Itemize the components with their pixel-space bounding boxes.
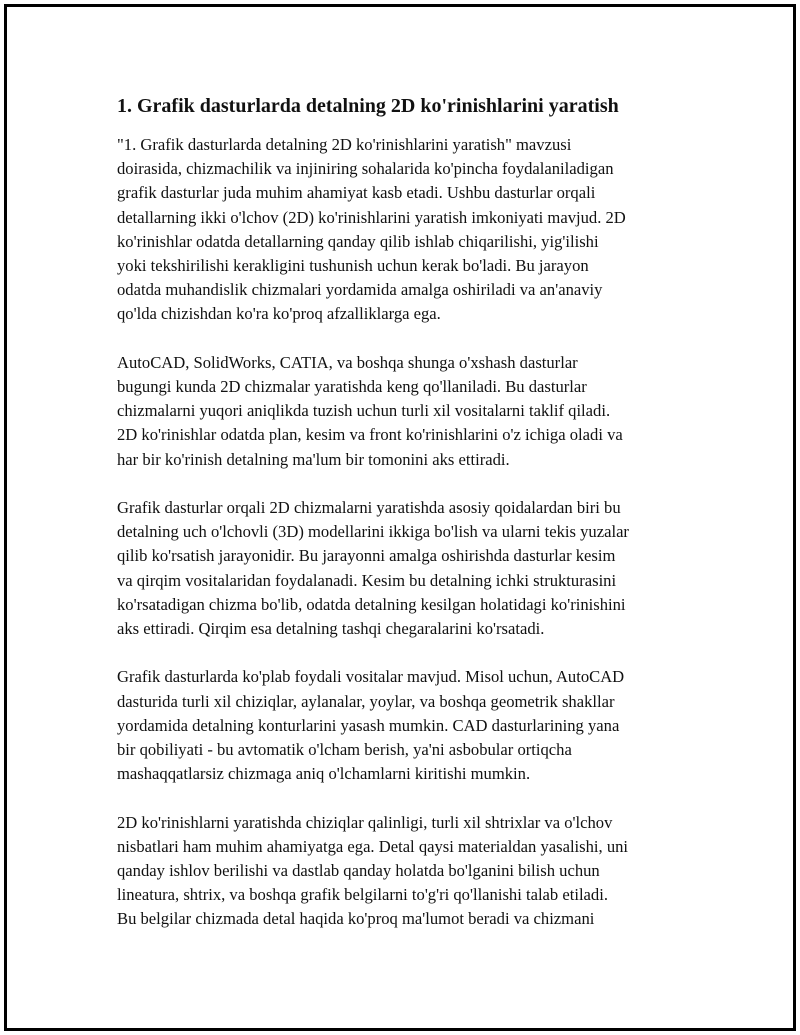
- text-line: 2D ko'rinishlarni yaratishda chiziqlar qalinligi, turli xil shtrixlar va o'lchov: [117, 812, 613, 832]
- text-line: chizmalarni yuqori aniqlikda tuzish uchun turli xil vositalarni taklif qiladi.: [117, 401, 611, 421]
- text-line: odatda muhandislik chizmalari yordamida amalga oshiriladi va an'anaviy: [117, 280, 603, 300]
- text-line: detalning uch o'lchovli (3D) modellarini ikkiga bo'lish va ularni tekis yuzalar: [117, 522, 629, 542]
- document-body: [117, 93, 697, 956]
- paragraph: [117, 665, 697, 786]
- text-line: yoki tekshirilishi kerakligini tushunish uchun kerak bo'ladi. Bu jarayon: [117, 256, 589, 276]
- text-line: nisbatlari ham muhim ahamiyatga ega. Detal qaysi materialdan yasalishi, uni: [117, 836, 629, 856]
- paragraph: [117, 811, 697, 932]
- text-line: lineatura, shtrix, va boshqa grafik belgilarni to'g'ri qo'llanishi talab etiladi.: [117, 885, 608, 905]
- text-line: mashaqqatlarsiz chizmaga aniq o'lchamlarni kiritishi mumkin.: [117, 764, 531, 784]
- text-line: qo'lda chizishdan ko'ra ko'proq afzalliklarga ega.: [117, 304, 441, 324]
- text-line: Bu belgilar chizmada detal haqida ko'proq ma'lumot beradi va chizmani: [117, 909, 595, 929]
- text-line: har bir ko'rinish detalning ma'lum bir tomonini aks ettiradi.: [117, 449, 510, 469]
- text-line: Grafik dasturlar orqali 2D chizmalarni yaratishda asosiy qoidalardan biri bu: [117, 498, 621, 518]
- paragraph: [117, 496, 697, 641]
- text-line: aks ettiradi. Qirqim esa detalning tashqi chegaralarini ko'rsatadi.: [117, 619, 545, 639]
- text-line: AutoCAD, SolidWorks, CATIA, va boshqa shunga o'xshash dasturlar: [117, 352, 578, 372]
- text-line: va qirqim vositalaridan foydalanadi. Kesim bu detalning ichki strukturasini: [117, 570, 617, 590]
- text-line: Grafik dasturlarda ko'plab foydali vositalar mavjud. Misol uchun, AutoCAD: [117, 667, 625, 687]
- text-line: 2D ko'rinishlar odatda plan, kesim va front ko'rinishlarini o'z ichiga oladi va: [117, 425, 623, 445]
- text-line: qilib ko'rsatish jarayonidir. Bu jarayonni amalga oshirishda dasturlar kesim: [117, 546, 616, 566]
- text-line: "1. Grafik dasturlarda detalning 2D ko'rinishlarini yaratish" mavzusi: [117, 135, 572, 154]
- text-line: qanday ishlov berilishi va dastlab qanday holatda bo'lganini bilish uchun: [117, 861, 600, 881]
- text-line: grafik dasturlar juda muhim ahamiyat kasb etadi. Ushbu dasturlar orqali: [117, 183, 596, 203]
- document-title: 1. Grafik dasturlarda detalning 2D ko'rinishlarini yaratish: [117, 95, 619, 117]
- text-line: dasturida turli xil chiziqlar, aylanalar, yoylar, va boshqa geometrik shakllar: [117, 691, 615, 711]
- text-line: bir qobiliyati - bu avtomatik o'lcham berish, ya'ni asbobular ortiqcha: [117, 740, 572, 760]
- text-line: doirasida, chizmachilik va injiniring sohalarida ko'pincha foydalaniladigan: [117, 159, 614, 179]
- text-line: ko'rinishlar odatda detallarning qanday qilib ishlab chiqarilishi, yig'ilishi: [117, 231, 599, 251]
- text-line: detallarning ikki o'lchov (2D) ko'rinishlarini yaratish imkoniyati mavjud. 2D: [117, 207, 626, 227]
- paragraph: [117, 133, 697, 327]
- text-line: bugungi kunda 2D chizmalar yaratishda keng qo'llaniladi. Bu dasturlar: [117, 377, 587, 397]
- paragraph: [117, 351, 697, 472]
- text-line: yordamida detalning konturlarini yasash mumkin. CAD dasturlarining yana: [117, 715, 620, 735]
- text-line: ko'rsatadigan chizma bo'lib, odatda detalning kesilgan holatidagi ko'rinishini: [117, 594, 626, 614]
